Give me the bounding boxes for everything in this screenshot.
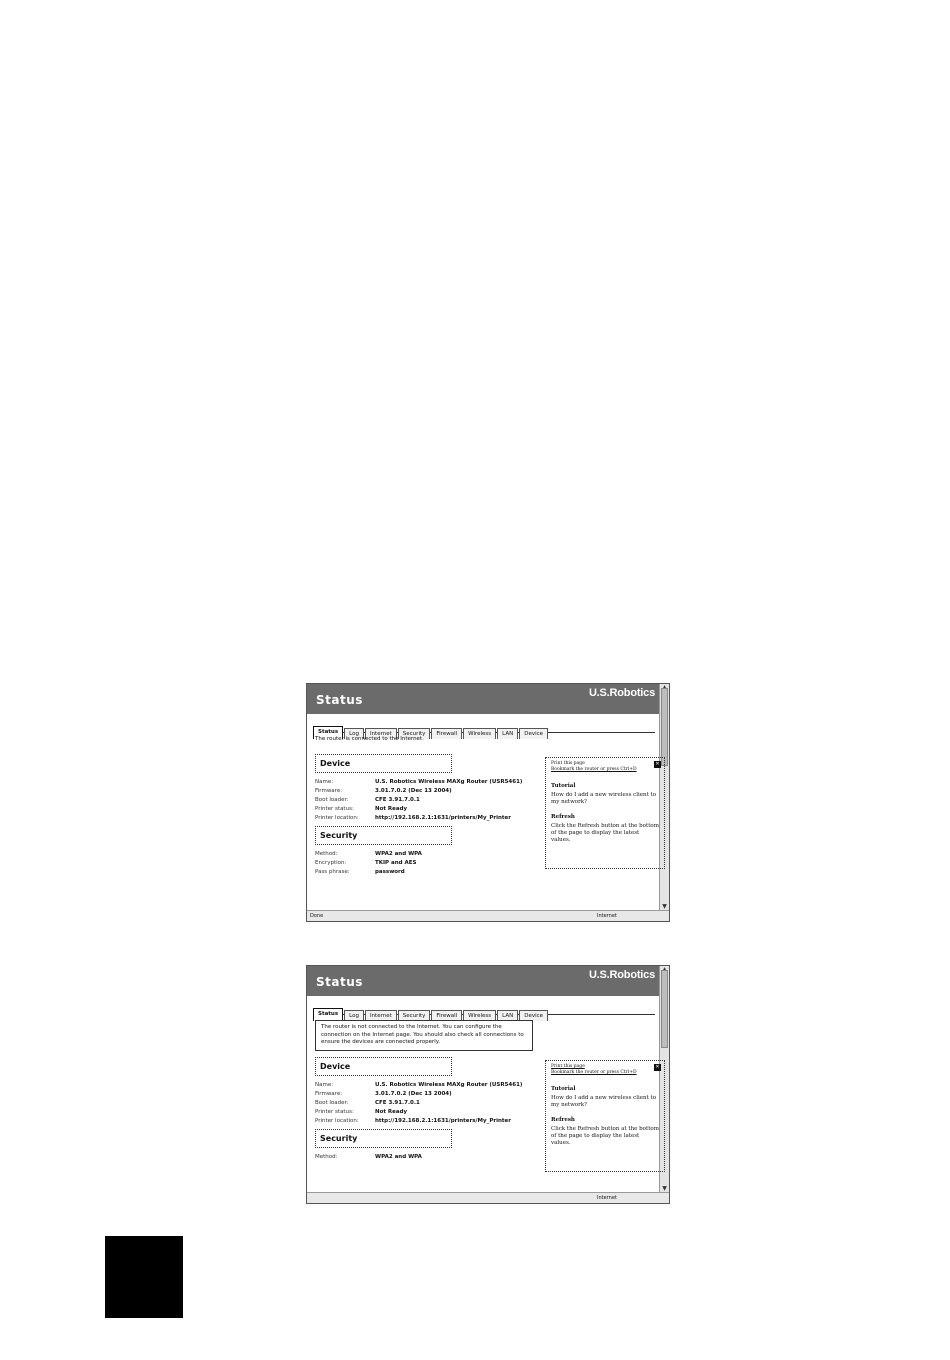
browser-status-bar: [307, 910, 669, 921]
connection-warning-box: The router is not connected to the Internet. You can configure the connection on the Internet page. You should also check all connections to ensure the devices are connected properly.: [315, 1020, 533, 1051]
row-label: Pass phrase:: [315, 869, 350, 875]
security-heading: Security: [320, 1133, 358, 1143]
security-section-header: [315, 1129, 452, 1148]
row-value: http://192.168.2.1:1631/printers/My_Printer: [375, 815, 511, 821]
refresh-text: Click the Refresh button at the bottom of the page to display the latest values.: [551, 823, 659, 843]
row-value: http://192.168.2.1:1631/printers/My_Printer: [375, 1117, 511, 1124]
row-label: Printer location:: [315, 1117, 359, 1124]
header-banner: [307, 966, 659, 996]
close-icon[interactable]: ✕: [655, 761, 660, 767]
tab-status[interactable]: Status: [313, 1008, 343, 1021]
tab-internet[interactable]: Internet: [365, 1010, 397, 1021]
row-label: Printer status:: [315, 1108, 354, 1115]
bookmark-link[interactable]: Bookmark the router or press Ctrl+D: [551, 766, 637, 772]
row-label: Name:: [315, 1081, 334, 1088]
tab-lan[interactable]: LAN: [497, 1010, 518, 1021]
refresh-text: Click the Refresh button at the bottom of the page to display the latest values.: [551, 1126, 659, 1146]
tutorial-heading: Tutorial: [551, 1086, 576, 1092]
tab-firewall[interactable]: Firewall: [431, 728, 462, 739]
tutorial-text[interactable]: How do I add a new wireless client to my network?: [551, 792, 657, 805]
usrobotics-logo: U.S.Robotics: [588, 969, 655, 981]
router-status-screenshot-connected: [306, 683, 670, 922]
help-panel: [545, 1060, 665, 1172]
page-title: Status: [316, 693, 363, 707]
page-tab-marker: [105, 1236, 183, 1318]
row-label: Boot loader:: [315, 797, 349, 803]
tab-lan[interactable]: LAN: [497, 728, 518, 739]
tab-wireless[interactable]: Wireless: [463, 728, 496, 739]
row-label: Encryption:: [315, 860, 347, 866]
header-banner: [307, 684, 659, 714]
row-value: WPA2 and WPA: [375, 1153, 422, 1160]
refresh-heading: Refresh: [551, 814, 575, 820]
refresh-heading: Refresh: [551, 1117, 575, 1123]
row-label: Method:: [315, 851, 338, 857]
row-value: Not Ready: [375, 806, 408, 812]
tab-bar: [313, 720, 655, 737]
row-label: Method:: [315, 1153, 338, 1160]
tab-device[interactable]: Device: [519, 1010, 548, 1021]
row-value: CFE 3.91.7.0.1: [375, 797, 420, 803]
row-label: Printer status:: [315, 806, 354, 812]
page-title: Status: [316, 975, 363, 989]
row-value: Not Ready: [375, 1108, 408, 1115]
router-status-screenshot-disconnected: [306, 965, 670, 1204]
usrobotics-logo: U.S.Robotics: [588, 687, 655, 699]
row-label: Boot loader:: [315, 1099, 349, 1106]
scroll-down-icon[interactable]: ▼: [662, 903, 667, 910]
tutorial-text[interactable]: How do I add a new wireless client to my network?: [551, 1095, 657, 1108]
tab-wireless[interactable]: Wireless: [463, 1010, 496, 1021]
status-zone-text: Internet: [597, 913, 617, 919]
security-heading: Security: [320, 831, 358, 840]
tab-security[interactable]: Security: [398, 728, 431, 739]
row-value: U.S. Robotics Wireless MAXg Router (USR5461): [375, 779, 523, 785]
tab-status[interactable]: Status: [313, 726, 343, 739]
row-label: Printer location:: [315, 815, 359, 821]
device-heading: Device: [320, 1061, 351, 1071]
help-panel: [545, 757, 665, 869]
row-value: 3.01.7.0.2 (Dec 13 2004): [375, 788, 452, 794]
row-value: CFE 3.91.7.0.1: [375, 1099, 420, 1106]
row-value: WPA2 and WPA: [375, 851, 422, 857]
connection-message: The router is connected to the Internet.: [315, 736, 424, 742]
row-label: Firmware:: [315, 788, 343, 794]
device-section-header: [315, 754, 452, 773]
status-zone-text: Internet: [597, 1195, 617, 1201]
status-left-text: Done: [310, 913, 324, 919]
row-value: U.S. Robotics Wireless MAXg Router (USR5461): [375, 1081, 523, 1088]
close-icon[interactable]: ✕: [655, 1064, 660, 1070]
browser-status-bar: [307, 1192, 669, 1203]
tutorial-heading: Tutorial: [551, 783, 576, 789]
device-heading: Device: [320, 759, 351, 768]
row-value: TKIP and AES: [375, 860, 417, 866]
bookmark-link[interactable]: Bookmark the router or press Ctrl+D: [551, 1069, 637, 1075]
print-page-link[interactable]: Print this page: [551, 761, 585, 766]
device-section-header: [315, 1057, 452, 1076]
print-page-link[interactable]: Print this page: [551, 1064, 585, 1069]
security-section-header: [315, 826, 452, 845]
row-label: Firmware:: [315, 1090, 343, 1097]
tab-device[interactable]: Device: [519, 728, 548, 739]
tab-log[interactable]: Log: [344, 728, 364, 739]
tab-internet[interactable]: Internet: [365, 728, 397, 739]
tab-bar: [313, 1002, 655, 1019]
tab-security[interactable]: Security: [398, 1010, 431, 1021]
scroll-down-icon[interactable]: ▼: [662, 1185, 667, 1192]
security-row: [315, 869, 667, 878]
tab-firewall[interactable]: Firewall: [431, 1010, 462, 1021]
row-value: 3.01.7.0.2 (Dec 13 2004): [375, 1090, 452, 1097]
row-label: Name:: [315, 779, 334, 785]
tab-log[interactable]: Log: [344, 1010, 364, 1021]
row-value: password: [375, 869, 405, 875]
